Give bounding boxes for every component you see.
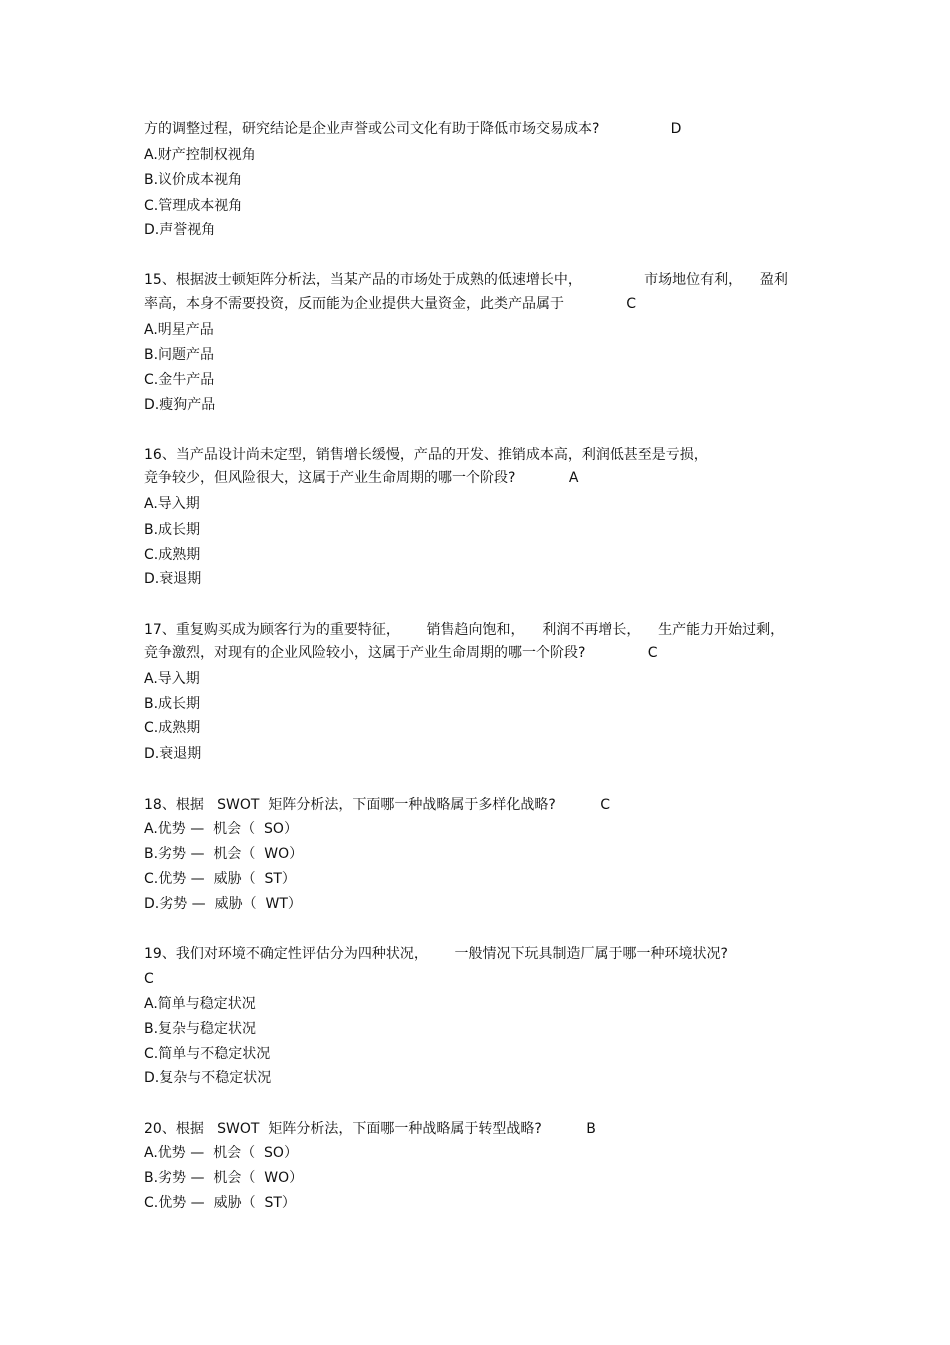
text-line: C.成熟期 xyxy=(144,547,201,563)
text-line: D.衰退期 xyxy=(144,571,202,587)
text-line: B.劣势 — 机会（ WO） xyxy=(144,846,304,862)
text-line: D.瘦狗产品 xyxy=(144,397,216,413)
text-line: C.管理成本视角 xyxy=(144,198,243,214)
text-line: B.成长期 xyxy=(144,696,201,712)
text-line: A.优势 — 机会（ SO） xyxy=(144,821,298,837)
text-line: A.导入期 xyxy=(144,671,200,687)
text-line: A.明星产品 xyxy=(144,322,214,338)
text-line: 18、根据 SWOT 矩阵分析法，下面哪一种战略属于多样化战略? C xyxy=(144,797,611,813)
text-line: A.优势 — 机会（ SO） xyxy=(144,1145,298,1161)
text-line: D.声誉视角 xyxy=(144,222,216,238)
text-line: 20、根据 SWOT 矩阵分析法，下面哪一种战略属于转型战略? B xyxy=(144,1121,596,1137)
text-line: B.劣势 — 机会（ WO） xyxy=(144,1170,304,1186)
text-line: 15、根据波士顿矩阵分析法，当某产品的市场处于成熟的低速增长中， 市场地位有利， 盈利 xyxy=(144,272,788,288)
text-line: C.优势 — 威胁（ ST） xyxy=(144,1195,296,1211)
text-line: B.成长期 xyxy=(144,522,201,538)
text-line: C.金牛产品 xyxy=(144,372,215,388)
text-line: B.问题产品 xyxy=(144,347,215,363)
text-line: 率高，本身不需要投资，反而能为企业提供大量资金，此类产品属于 C xyxy=(144,296,637,312)
text-line: 方的调整过程，研究结论是企业声誉或公司文化有助于降低市场交易成本? D xyxy=(144,121,682,137)
text-line: C.优势 — 威胁（ ST） xyxy=(144,871,296,887)
text-line: C.简单与不稳定状况 xyxy=(144,1046,271,1062)
text-line: B.议价成本视角 xyxy=(144,172,243,188)
text-line: A.简单与稳定状况 xyxy=(144,996,256,1012)
text-line: D.劣势 — 威胁（ WT） xyxy=(144,896,302,912)
text-line: A.导入期 xyxy=(144,496,200,512)
text-line: 竞争激烈，对现有的企业风险较小，这属于产业生命周期的哪一个阶段? C xyxy=(144,645,658,661)
text-line: 16、当产品设计尚未定型，销售增长缓慢，产品的开发、推销成本高，利润低甚至是亏损， xyxy=(144,447,708,463)
text-line: 17、重复购买成为顾客行为的重要特征， 销售趋向饱和， 利润不再增长， 生产能力开始过剩， xyxy=(144,622,785,638)
text-line: C xyxy=(144,971,154,987)
text-line: D.复杂与不稳定状况 xyxy=(144,1070,272,1086)
text-line: B.复杂与稳定状况 xyxy=(144,1021,257,1037)
text-line: D.衰退期 xyxy=(144,746,202,762)
text-line: 19、我们对环境不确定性评估分为四种状况， 一般情况下玩具制造厂属于哪一种环境状况? xyxy=(144,946,728,962)
text-line: C.成熟期 xyxy=(144,720,201,736)
text-line: A.财产控制权视角 xyxy=(144,147,256,163)
text-line: 竞争较少，但风险很大，这属于产业生命周期的哪一个阶段? A xyxy=(144,470,579,486)
